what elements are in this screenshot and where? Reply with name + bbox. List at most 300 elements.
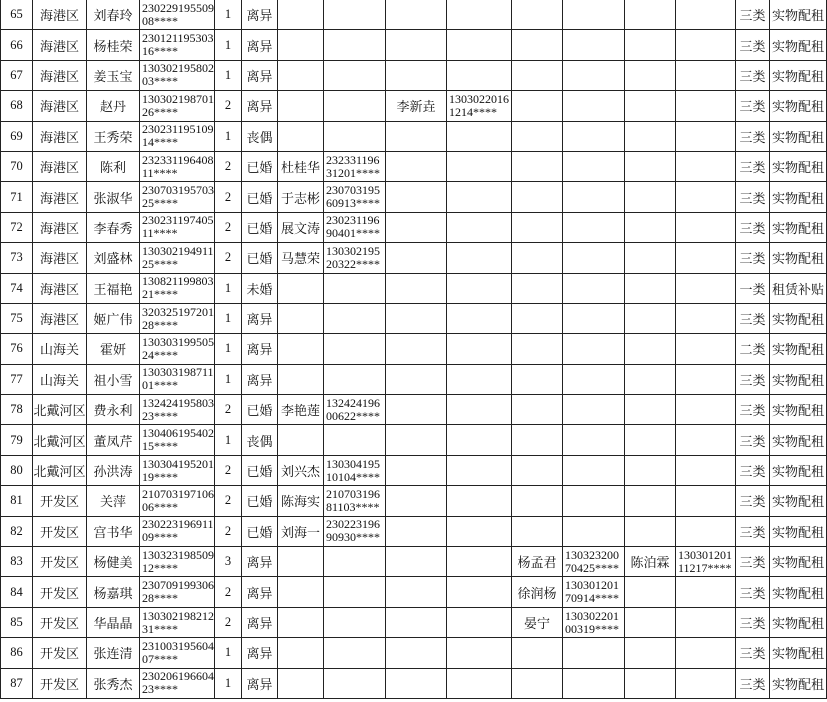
marital-status-cell: 已婚	[242, 486, 278, 516]
marital-status-cell: 丧偶	[242, 121, 278, 151]
member3-id-cell	[676, 273, 736, 303]
member3-name-cell	[625, 395, 676, 425]
row-number-cell: 78	[1, 395, 33, 425]
spouse-name-cell: 李艳莲	[278, 395, 324, 425]
member2-name-cell	[512, 486, 563, 516]
spouse-name-cell	[278, 60, 324, 90]
member2-id-cell	[563, 334, 625, 364]
member3-id-cell	[676, 607, 736, 637]
member1-name-cell	[386, 607, 447, 637]
allocation-method-cell: 实物配租	[770, 486, 827, 516]
member3-id-cell: 13030120111217****	[676, 547, 736, 577]
member1-id-cell	[447, 182, 512, 212]
household-size-cell: 1	[215, 60, 242, 90]
spouse-name-cell: 马慧荣	[278, 243, 324, 273]
district-cell: 开发区	[33, 607, 87, 637]
applicant-name-cell: 姬广伟	[87, 303, 140, 333]
district-cell: 海港区	[33, 0, 87, 30]
district-cell: 山海关	[33, 334, 87, 364]
member2-name-cell	[512, 243, 563, 273]
category-cell: 三类	[736, 212, 770, 242]
district-cell: 海港区	[33, 212, 87, 242]
member2-name-cell	[512, 334, 563, 364]
member1-id-cell	[447, 121, 512, 151]
allocation-method-cell: 实物配租	[770, 182, 827, 212]
table-row	[1, 91, 827, 121]
marital-status-cell: 已婚	[242, 395, 278, 425]
member2-id-cell	[563, 60, 625, 90]
spouse-name-cell	[278, 547, 324, 577]
table-row	[1, 638, 827, 668]
member3-name-cell	[625, 334, 676, 364]
member3-id-cell	[676, 303, 736, 333]
row-number-cell: 66	[1, 30, 33, 60]
category-cell: 三类	[736, 121, 770, 151]
applicant-id-cell: 13030219491125****	[140, 243, 215, 273]
household-size-cell: 2	[215, 91, 242, 121]
member2-id-cell	[563, 516, 625, 546]
member3-id-cell	[676, 486, 736, 516]
spouse-id-cell: 13030419510104****	[324, 455, 386, 485]
applicant-id-cell: 23070919930628****	[140, 577, 215, 607]
member2-name-cell	[512, 182, 563, 212]
row-number-cell: 69	[1, 121, 33, 151]
member1-id-cell	[447, 30, 512, 60]
member2-id-cell	[563, 151, 625, 181]
table-row	[1, 334, 827, 364]
district-cell: 开发区	[33, 516, 87, 546]
member2-id-cell	[563, 30, 625, 60]
allocation-method-cell: 实物配租	[770, 638, 827, 668]
household-size-cell: 1	[215, 0, 242, 30]
member2-name-cell: 晏宁	[512, 607, 563, 637]
member3-name-cell	[625, 455, 676, 485]
applicant-id-cell: 13030219580203****	[140, 60, 215, 90]
applicant-name-cell: 杨嘉琪	[87, 577, 140, 607]
applicant-name-cell: 张连清	[87, 638, 140, 668]
allocation-method-cell: 实物配租	[770, 516, 827, 546]
category-cell: 三类	[736, 425, 770, 455]
member1-name-cell	[386, 273, 447, 303]
applicant-name-cell: 张秀杰	[87, 668, 140, 698]
member2-id-cell: 13030220100319****	[563, 607, 625, 637]
member1-name-cell	[386, 516, 447, 546]
table-row	[1, 486, 827, 516]
member3-name-cell	[625, 91, 676, 121]
household-size-cell: 2	[215, 516, 242, 546]
applicant-id-cell: 32032519720128****	[140, 303, 215, 333]
household-size-cell: 2	[215, 182, 242, 212]
member1-name-cell	[386, 395, 447, 425]
member2-id-cell: 13032320070425****	[563, 547, 625, 577]
district-cell: 北戴河区	[33, 395, 87, 425]
member1-id-cell	[447, 577, 512, 607]
table-body	[1, 0, 827, 698]
category-cell: 三类	[736, 303, 770, 333]
district-cell: 海港区	[33, 91, 87, 121]
member2-name-cell	[512, 638, 563, 668]
member2-name-cell	[512, 121, 563, 151]
table-row	[1, 607, 827, 637]
district-cell: 开发区	[33, 638, 87, 668]
spouse-name-cell: 于志彬	[278, 182, 324, 212]
member1-name-cell	[386, 60, 447, 90]
member1-id-cell	[447, 60, 512, 90]
spouse-name-cell	[278, 425, 324, 455]
applicant-id-cell: 23023119510914****	[140, 121, 215, 151]
member1-id-cell	[447, 364, 512, 394]
member3-name-cell	[625, 121, 676, 151]
applicant-name-cell: 姜玉宝	[87, 60, 140, 90]
category-cell: 三类	[736, 151, 770, 181]
allocation-method-cell: 实物配租	[770, 455, 827, 485]
member3-name-cell	[625, 273, 676, 303]
household-size-cell: 2	[215, 486, 242, 516]
spouse-name-cell	[278, 273, 324, 303]
member3-name-cell	[625, 364, 676, 394]
applicant-name-cell: 宫书华	[87, 516, 140, 546]
member2-name-cell	[512, 212, 563, 242]
district-cell: 海港区	[33, 151, 87, 181]
applicant-name-cell: 费永利	[87, 395, 140, 425]
row-number-cell: 71	[1, 182, 33, 212]
row-number-cell: 74	[1, 273, 33, 303]
row-number-cell: 85	[1, 607, 33, 637]
household-size-cell: 1	[215, 273, 242, 303]
marital-status-cell: 离异	[242, 364, 278, 394]
table-row	[1, 0, 827, 30]
member1-name-cell	[386, 0, 447, 30]
district-cell: 海港区	[33, 60, 87, 90]
row-number-cell: 79	[1, 425, 33, 455]
applicant-name-cell: 关萍	[87, 486, 140, 516]
member1-id-cell	[447, 516, 512, 546]
applicant-id-cell: 23012119530316****	[140, 30, 215, 60]
spouse-id-cell: 13242419600622****	[324, 395, 386, 425]
table-row	[1, 455, 827, 485]
table-row	[1, 425, 827, 455]
member3-id-cell	[676, 395, 736, 425]
member1-id-cell	[447, 395, 512, 425]
member2-id-cell	[563, 243, 625, 273]
allocation-method-cell: 实物配租	[770, 607, 827, 637]
household-size-cell: 1	[215, 303, 242, 333]
member2-id-cell: 13030120170914****	[563, 577, 625, 607]
row-number-cell: 77	[1, 364, 33, 394]
member2-id-cell	[563, 121, 625, 151]
member3-name-cell	[625, 60, 676, 90]
table-row	[1, 273, 827, 303]
member3-id-cell	[676, 334, 736, 364]
member2-name-cell: 徐润杨	[512, 577, 563, 607]
member3-id-cell	[676, 0, 736, 30]
member1-name-cell	[386, 243, 447, 273]
applicant-id-cell: 23022919550908****	[140, 0, 215, 30]
member2-name-cell	[512, 303, 563, 333]
household-size-cell: 1	[215, 364, 242, 394]
member1-name-cell	[386, 486, 447, 516]
member1-id-cell: 13030220161214****	[447, 91, 512, 121]
row-number-cell: 80	[1, 455, 33, 485]
spouse-id-cell	[324, 273, 386, 303]
row-number-cell: 70	[1, 151, 33, 181]
row-number-cell: 65	[1, 0, 33, 30]
district-cell: 海港区	[33, 121, 87, 151]
member2-name-cell	[512, 91, 563, 121]
marital-status-cell: 已婚	[242, 151, 278, 181]
district-cell: 海港区	[33, 273, 87, 303]
row-number-cell: 84	[1, 577, 33, 607]
member1-name-cell: 李新垚	[386, 91, 447, 121]
household-size-cell: 1	[215, 668, 242, 698]
member2-id-cell	[563, 455, 625, 485]
marital-status-cell: 丧偶	[242, 425, 278, 455]
member3-name-cell	[625, 638, 676, 668]
marital-status-cell: 离异	[242, 607, 278, 637]
member2-name-cell	[512, 425, 563, 455]
district-cell: 海港区	[33, 30, 87, 60]
marital-status-cell: 离异	[242, 303, 278, 333]
spouse-name-cell	[278, 638, 324, 668]
allocation-method-cell: 实物配租	[770, 395, 827, 425]
applicant-id-cell: 23022319691109****	[140, 516, 215, 546]
spouse-name-cell: 展文涛	[278, 212, 324, 242]
member1-name-cell	[386, 212, 447, 242]
household-size-cell: 1	[215, 121, 242, 151]
member2-id-cell	[563, 212, 625, 242]
category-cell: 三类	[736, 547, 770, 577]
row-number-cell: 82	[1, 516, 33, 546]
marital-status-cell: 离异	[242, 638, 278, 668]
member2-id-cell	[563, 273, 625, 303]
spouse-name-cell: 杜桂华	[278, 151, 324, 181]
marital-status-cell: 已婚	[242, 182, 278, 212]
applicant-id-cell: 23023119740511****	[140, 212, 215, 242]
district-cell: 北戴河区	[33, 425, 87, 455]
member2-id-cell	[563, 425, 625, 455]
member1-id-cell	[447, 0, 512, 30]
member3-id-cell	[676, 121, 736, 151]
member2-id-cell	[563, 91, 625, 121]
member1-id-cell	[447, 638, 512, 668]
table-row	[1, 60, 827, 90]
member2-id-cell	[563, 0, 625, 30]
row-number-cell: 87	[1, 668, 33, 698]
member2-id-cell	[563, 638, 625, 668]
allocation-method-cell: 实物配租	[770, 364, 827, 394]
marital-status-cell: 离异	[242, 0, 278, 30]
member2-id-cell	[563, 364, 625, 394]
member2-id-cell	[563, 668, 625, 698]
member3-name-cell: 陈泊霖	[625, 547, 676, 577]
spouse-id-cell	[324, 30, 386, 60]
member1-name-cell	[386, 303, 447, 333]
spouse-name-cell	[278, 121, 324, 151]
spouse-name-cell	[278, 91, 324, 121]
category-cell: 三类	[736, 182, 770, 212]
member3-id-cell	[676, 638, 736, 668]
category-cell: 三类	[736, 243, 770, 273]
member2-name-cell	[512, 273, 563, 303]
member3-name-cell	[625, 577, 676, 607]
table-row	[1, 121, 827, 151]
member3-name-cell	[625, 30, 676, 60]
member3-name-cell	[625, 243, 676, 273]
spouse-name-cell	[278, 30, 324, 60]
member3-id-cell	[676, 577, 736, 607]
applicant-id-cell: 23233119640811****	[140, 151, 215, 181]
member1-name-cell	[386, 577, 447, 607]
spouse-id-cell: 13030219520322****	[324, 243, 386, 273]
member2-name-cell	[512, 151, 563, 181]
applicant-name-cell: 祖小雪	[87, 364, 140, 394]
spouse-name-cell	[278, 577, 324, 607]
applicant-id-cell: 13030419520119****	[140, 455, 215, 485]
spouse-id-cell	[324, 547, 386, 577]
member1-name-cell	[386, 455, 447, 485]
category-cell: 三类	[736, 395, 770, 425]
allocation-method-cell: 实物配租	[770, 303, 827, 333]
allocation-method-cell: 实物配租	[770, 0, 827, 30]
row-number-cell: 73	[1, 243, 33, 273]
member1-id-cell	[447, 486, 512, 516]
member3-id-cell	[676, 455, 736, 485]
table-row	[1, 516, 827, 546]
member2-id-cell	[563, 303, 625, 333]
allocation-method-cell: 实物配租	[770, 334, 827, 364]
member1-name-cell	[386, 425, 447, 455]
marital-status-cell: 已婚	[242, 243, 278, 273]
row-number-cell: 72	[1, 212, 33, 242]
member3-id-cell	[676, 91, 736, 121]
member1-id-cell	[447, 607, 512, 637]
spouse-name-cell	[278, 0, 324, 30]
member1-name-cell	[386, 547, 447, 577]
district-cell: 开发区	[33, 547, 87, 577]
category-cell: 三类	[736, 607, 770, 637]
spouse-id-cell	[324, 121, 386, 151]
allocation-method-cell: 实物配租	[770, 121, 827, 151]
spouse-id-cell: 23233119631201****	[324, 151, 386, 181]
allocation-method-cell: 实物配租	[770, 212, 827, 242]
household-size-cell: 1	[215, 334, 242, 364]
applicant-id-cell: 13030319871101****	[140, 364, 215, 394]
member3-name-cell	[625, 516, 676, 546]
row-number-cell: 67	[1, 60, 33, 90]
spouse-id-cell	[324, 425, 386, 455]
applicant-id-cell: 23070319570325****	[140, 182, 215, 212]
spouse-name-cell	[278, 364, 324, 394]
household-size-cell: 2	[215, 212, 242, 242]
marital-status-cell: 未婚	[242, 273, 278, 303]
applicant-name-cell: 刘春玲	[87, 0, 140, 30]
spouse-id-cell	[324, 91, 386, 121]
member3-name-cell	[625, 668, 676, 698]
category-cell: 三类	[736, 364, 770, 394]
table-row	[1, 303, 827, 333]
row-number-cell: 76	[1, 334, 33, 364]
member1-id-cell	[447, 668, 512, 698]
applicant-id-cell: 13040619540215****	[140, 425, 215, 455]
household-size-cell: 2	[215, 243, 242, 273]
member2-name-cell	[512, 455, 563, 485]
member3-name-cell	[625, 303, 676, 333]
household-size-cell: 2	[215, 455, 242, 485]
spouse-name-cell	[278, 334, 324, 364]
household-size-cell: 3	[215, 547, 242, 577]
category-cell: 三类	[736, 60, 770, 90]
applicant-name-cell: 霍妍	[87, 334, 140, 364]
member2-name-cell: 杨孟君	[512, 547, 563, 577]
applicant-id-cell: 23100319560407****	[140, 638, 215, 668]
table-row	[1, 30, 827, 60]
marital-status-cell: 离异	[242, 60, 278, 90]
applicant-name-cell: 杨桂荣	[87, 30, 140, 60]
marital-status-cell: 离异	[242, 334, 278, 364]
spouse-id-cell	[324, 638, 386, 668]
applicant-name-cell: 李春秀	[87, 212, 140, 242]
table-row	[1, 364, 827, 394]
table-row	[1, 151, 827, 181]
member1-id-cell	[447, 334, 512, 364]
spouse-id-cell: 23070319560913****	[324, 182, 386, 212]
marital-status-cell: 离异	[242, 30, 278, 60]
member2-id-cell	[563, 182, 625, 212]
member1-id-cell	[447, 273, 512, 303]
applicant-name-cell: 刘盛林	[87, 243, 140, 273]
applicant-name-cell: 陈利	[87, 151, 140, 181]
marital-status-cell: 已婚	[242, 212, 278, 242]
applicant-name-cell: 王秀荣	[87, 121, 140, 151]
household-size-cell: 1	[215, 30, 242, 60]
member3-name-cell	[625, 486, 676, 516]
household-size-cell: 2	[215, 577, 242, 607]
table-row	[1, 212, 827, 242]
household-size-cell: 2	[215, 395, 242, 425]
spouse-name-cell	[278, 607, 324, 637]
category-cell: 三类	[736, 577, 770, 607]
member3-id-cell	[676, 516, 736, 546]
member3-name-cell	[625, 212, 676, 242]
member3-id-cell	[676, 151, 736, 181]
applicant-id-cell: 13030219821231****	[140, 607, 215, 637]
member3-id-cell	[676, 668, 736, 698]
row-number-cell: 86	[1, 638, 33, 668]
spouse-name-cell: 陈海实	[278, 486, 324, 516]
allocation-method-cell: 实物配租	[770, 243, 827, 273]
member1-id-cell	[447, 303, 512, 333]
spouse-id-cell: 23023119690401****	[324, 212, 386, 242]
table-row	[1, 243, 827, 273]
member1-name-cell	[386, 151, 447, 181]
household-size-cell: 2	[215, 151, 242, 181]
category-cell: 三类	[736, 516, 770, 546]
member2-name-cell	[512, 668, 563, 698]
allocation-method-cell: 实物配租	[770, 30, 827, 60]
member2-id-cell	[563, 395, 625, 425]
spouse-name-cell: 刘兴杰	[278, 455, 324, 485]
member2-name-cell	[512, 516, 563, 546]
district-cell: 海港区	[33, 243, 87, 273]
allocation-method-cell: 租赁补贴	[770, 273, 827, 303]
spouse-id-cell: 21070319681103****	[324, 486, 386, 516]
spouse-name-cell: 刘海一	[278, 516, 324, 546]
applicant-id-cell: 13242419580323****	[140, 395, 215, 425]
applicant-name-cell: 孙洪涛	[87, 455, 140, 485]
member1-name-cell	[386, 364, 447, 394]
category-cell: 一类	[736, 273, 770, 303]
household-size-cell: 1	[215, 638, 242, 668]
